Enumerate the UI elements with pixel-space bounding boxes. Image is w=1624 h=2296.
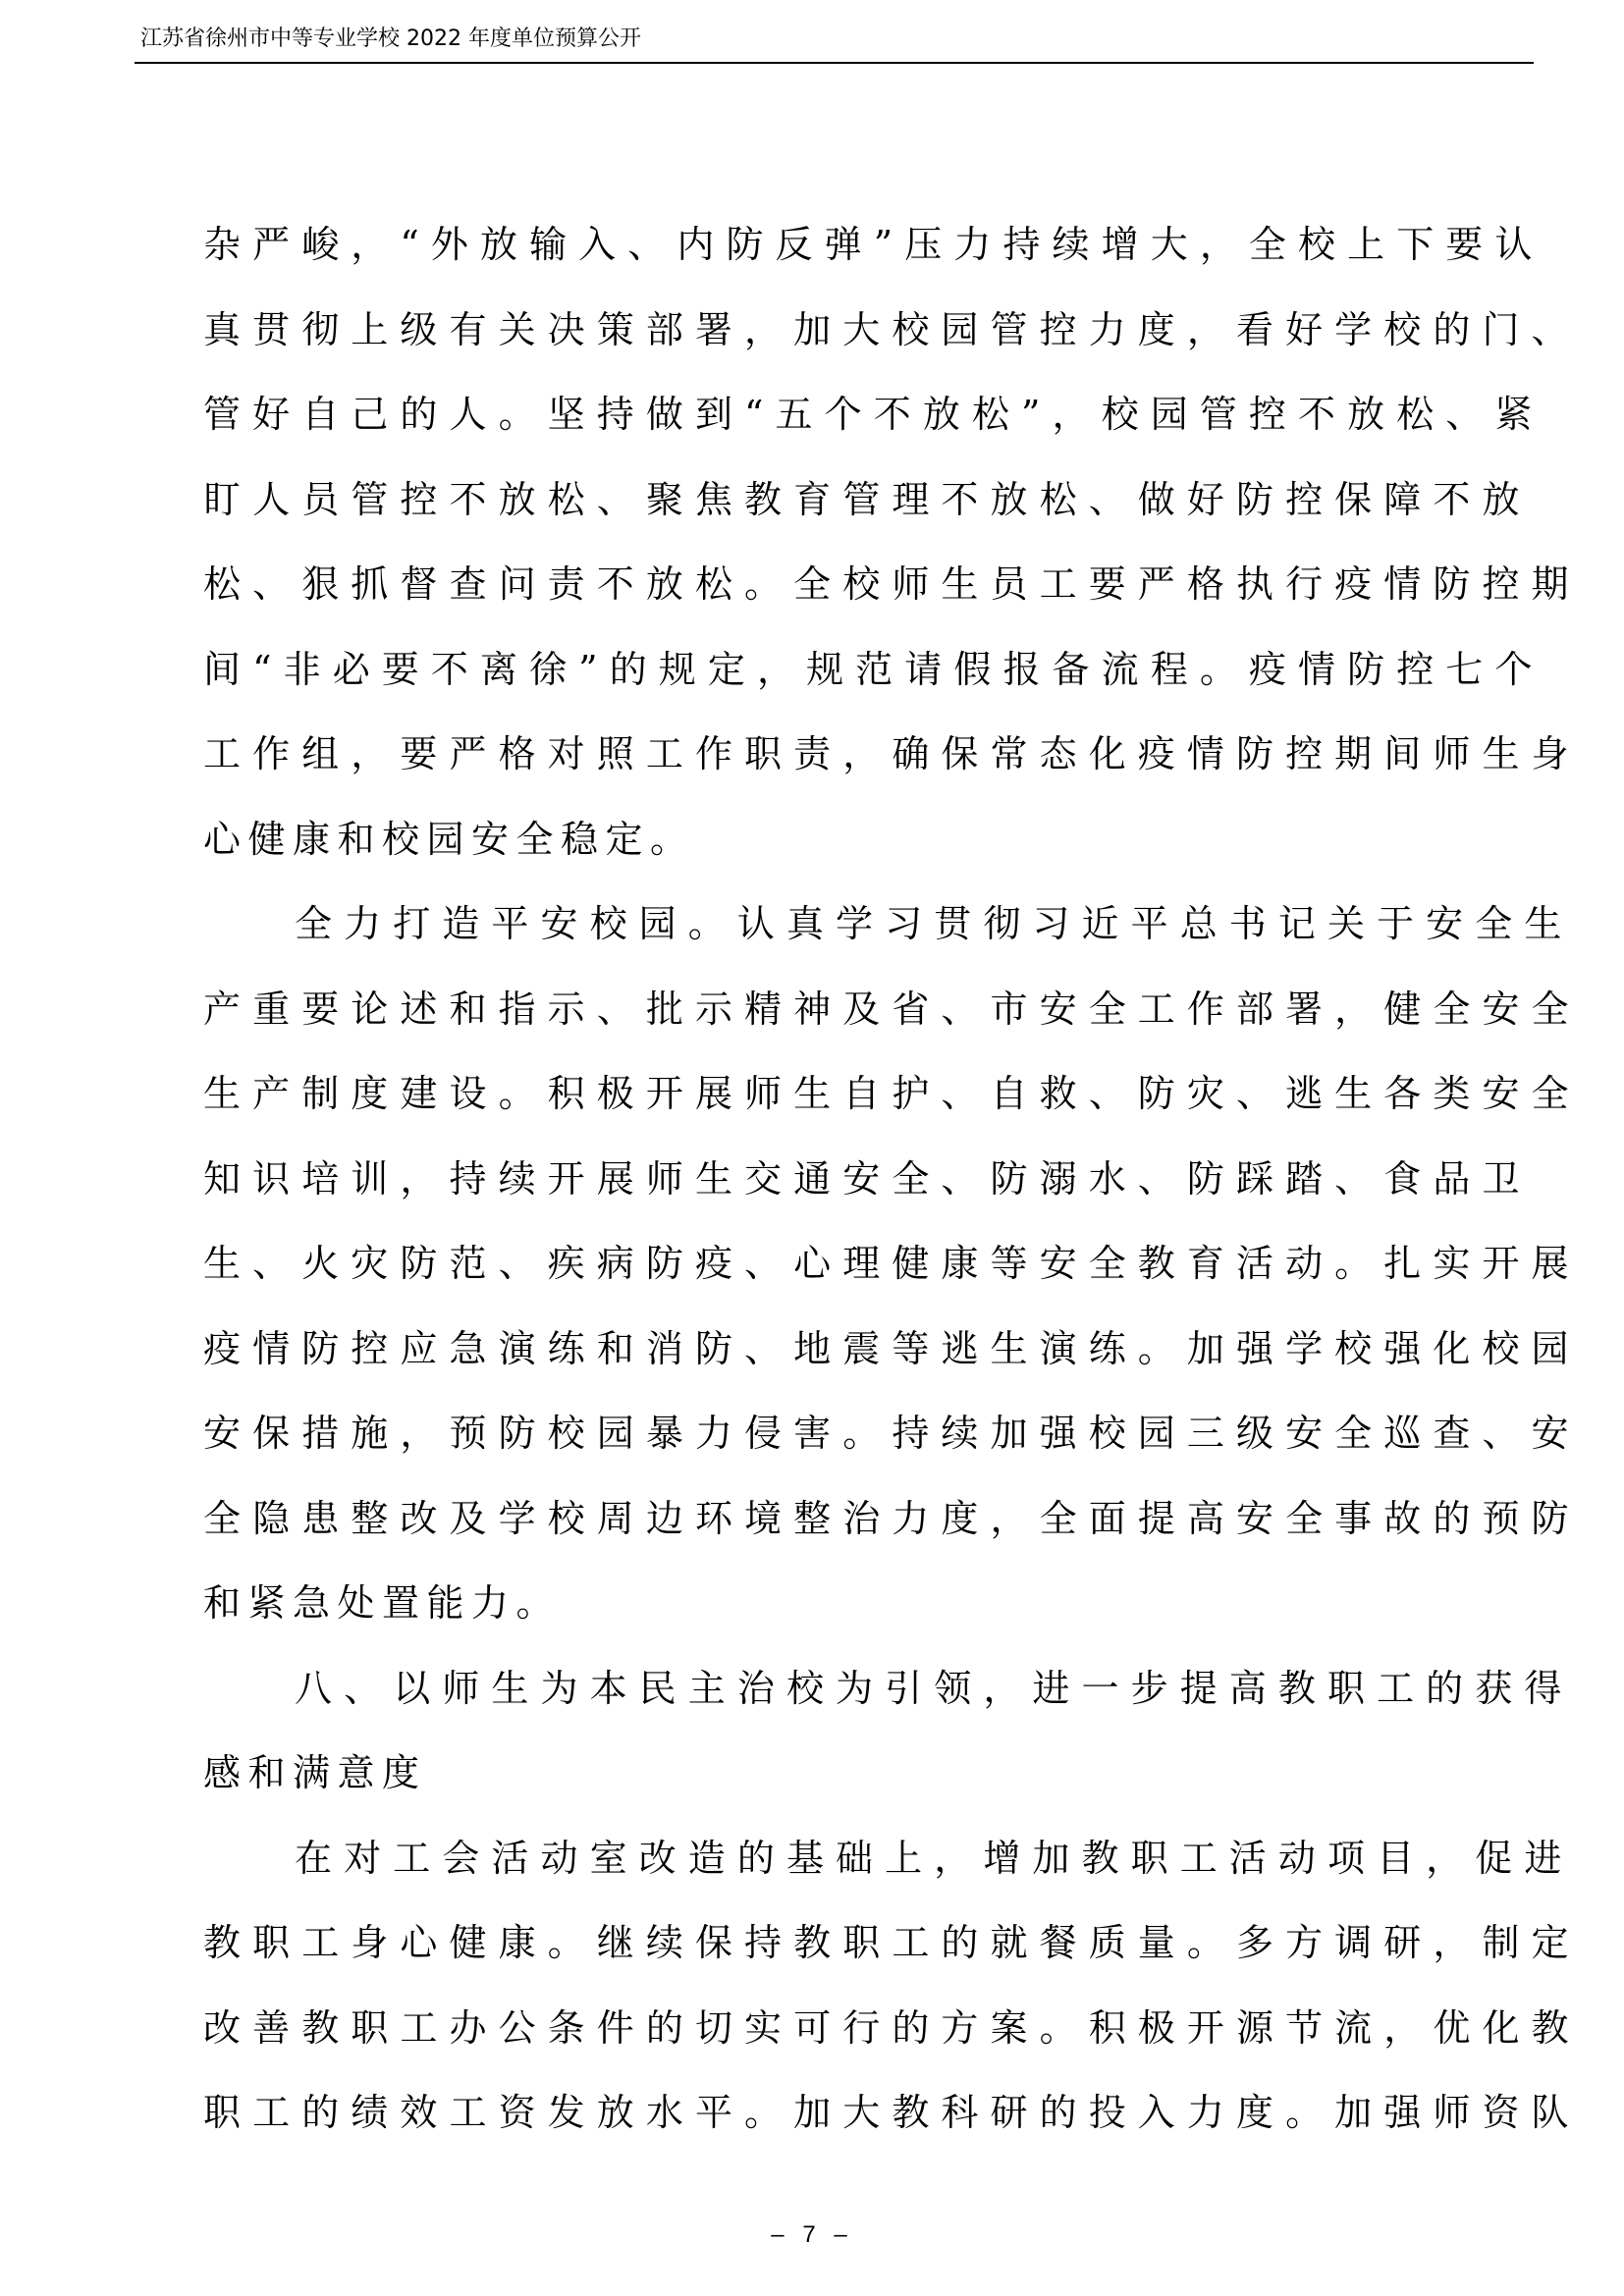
paragraph-safe-campus <box>203 897 1569 1662</box>
document-title: 江苏省徐州市中等专业学校 2022 年度单位预算公开 <box>140 27 641 51</box>
text-line: 盯 人 员 管 控 不 放 松 、 聚 焦 教 育 管 理 不 放 松 、 做 好 防 控 保 障 不 放 <box>203 477 1520 521</box>
text-line: 教 职 工 身 心 健 康 。 继 续 保 持 教 职 工 的 就 餐 质 量 。 多 方 调 研 ， 制 定 <box>203 1921 1569 1964</box>
text-line: 安 保 措 施 ， 预 防 校 园 暴 力 侵 害 。 持 续 加 强 校 园 三 级 安 全 巡 查 、 安 <box>203 1412 1569 1455</box>
paragraph-epidemic-control <box>203 218 1569 897</box>
text-line: 全 力 打 造 平 安 校 园 。 认 真 学 习 贯 彻 习 近 平 总 书 记 关 于 安 全 生 <box>295 902 1562 945</box>
section-heading-8 <box>203 1662 1562 1832</box>
text-line: 工 作 组 ， 要 严 格 对 照 工 作 职 责 ， 确 保 常 态 化 疫 情 防 控 期 间 师 生 身 <box>203 732 1569 775</box>
text-line: 管 好 自 己 的 人 。 坚 持 做 到 “ 五 个 不 放 松 ” ， 校 园 管 控 不 放 松 、 紧 <box>203 393 1533 436</box>
text-line: 知 识 培 训 ， 持 续 开 展 师 生 交 通 安 全 、 防 溺 水 、 防 踩 踏 、 食 品 卫 <box>203 1156 1520 1201</box>
header-divider <box>135 62 1534 64</box>
text-line: 职 工 的 绩 效 工 资 发 放 水 平 。 加 大 教 科 研 的 投 入 力 度 。 加 强 师 资 队 <box>203 2091 1569 2134</box>
page-number: – 7 – <box>771 2221 853 2248</box>
text-line: 生 、 火 灾 防 范 、 疾 病 防 疫 、 心 理 健 康 等 安 全 教 育 活 动 。 扎 实 开 展 <box>203 1242 1569 1285</box>
paragraph-staff-wellbeing <box>203 1832 1569 2171</box>
text-line: 和紧急处置能力。 <box>203 1581 562 1625</box>
text-line: 生 产 制 度 建 设 。 积 极 开 展 师 生 自 护 、 自 救 、 防 灾 、 逃 生 各 类 安 全 <box>203 1072 1569 1115</box>
text-line: 心健康和校园安全稳定。 <box>203 817 695 861</box>
heading-line: 感和满意度 <box>203 1751 427 1794</box>
text-line: 间 “ 非 必 要 不 离 徐 ” 的 规 定 ， 规 范 请 假 报 备 流 程 。 疫 情 防 控 七 个 <box>203 647 1533 691</box>
document-body <box>203 218 1569 2171</box>
text-line: 真 贯 彻 上 级 有 关 决 策 部 署 ， 加 大 校 园 管 控 力 度 ， 看 好 学 校 的 门 、 <box>203 307 1569 351</box>
text-line: 改 善 教 职 工 办 公 条 件 的 切 实 可 行 的 方 案 。 积 极 开 源 节 流 ， 优 化 教 <box>203 2005 1569 2050</box>
text-line: 全 隐 患 整 改 及 学 校 周 边 环 境 整 治 力 度 ， 全 面 提 高 安 全 事 故 的 预 防 <box>203 1496 1569 1540</box>
text-line: 松 、 狠 抓 督 查 问 责 不 放 松 。 全 校 师 生 员 工 要 严 格 执 行 疫 情 防 控 期 <box>203 562 1569 606</box>
text-line: 疫 情 防 控 应 急 演 练 和 消 防 、 地 震 等 逃 生 演 练 。 加 强 学 校 强 化 校 园 <box>203 1326 1569 1370</box>
heading-line: 八 、 以 师 生 为 本 民 主 治 校 为 引 领 ， 进 一 步 提 高 教 职 工 的 获 得 <box>295 1666 1562 1710</box>
text-line: 在 对 工 会 活 动 室 改 造 的 基 础 上 ， 增 加 教 职 工 活 动 项 目 ， 促 进 <box>295 1836 1562 1880</box>
text-line: 产 重 要 论 述 和 指 示 、 批 示 精 神 及 省 、 市 安 全 工 作 部 署 ， 健 全 安 全 <box>203 987 1569 1031</box>
text-line: 杂 严 峻 ， “ 外 放 输 入 、 内 防 反 弹 ” 压 力 持 续 增 大 ， 全 校 上 下 要 认 <box>203 223 1533 266</box>
page-header <box>135 26 1534 63</box>
